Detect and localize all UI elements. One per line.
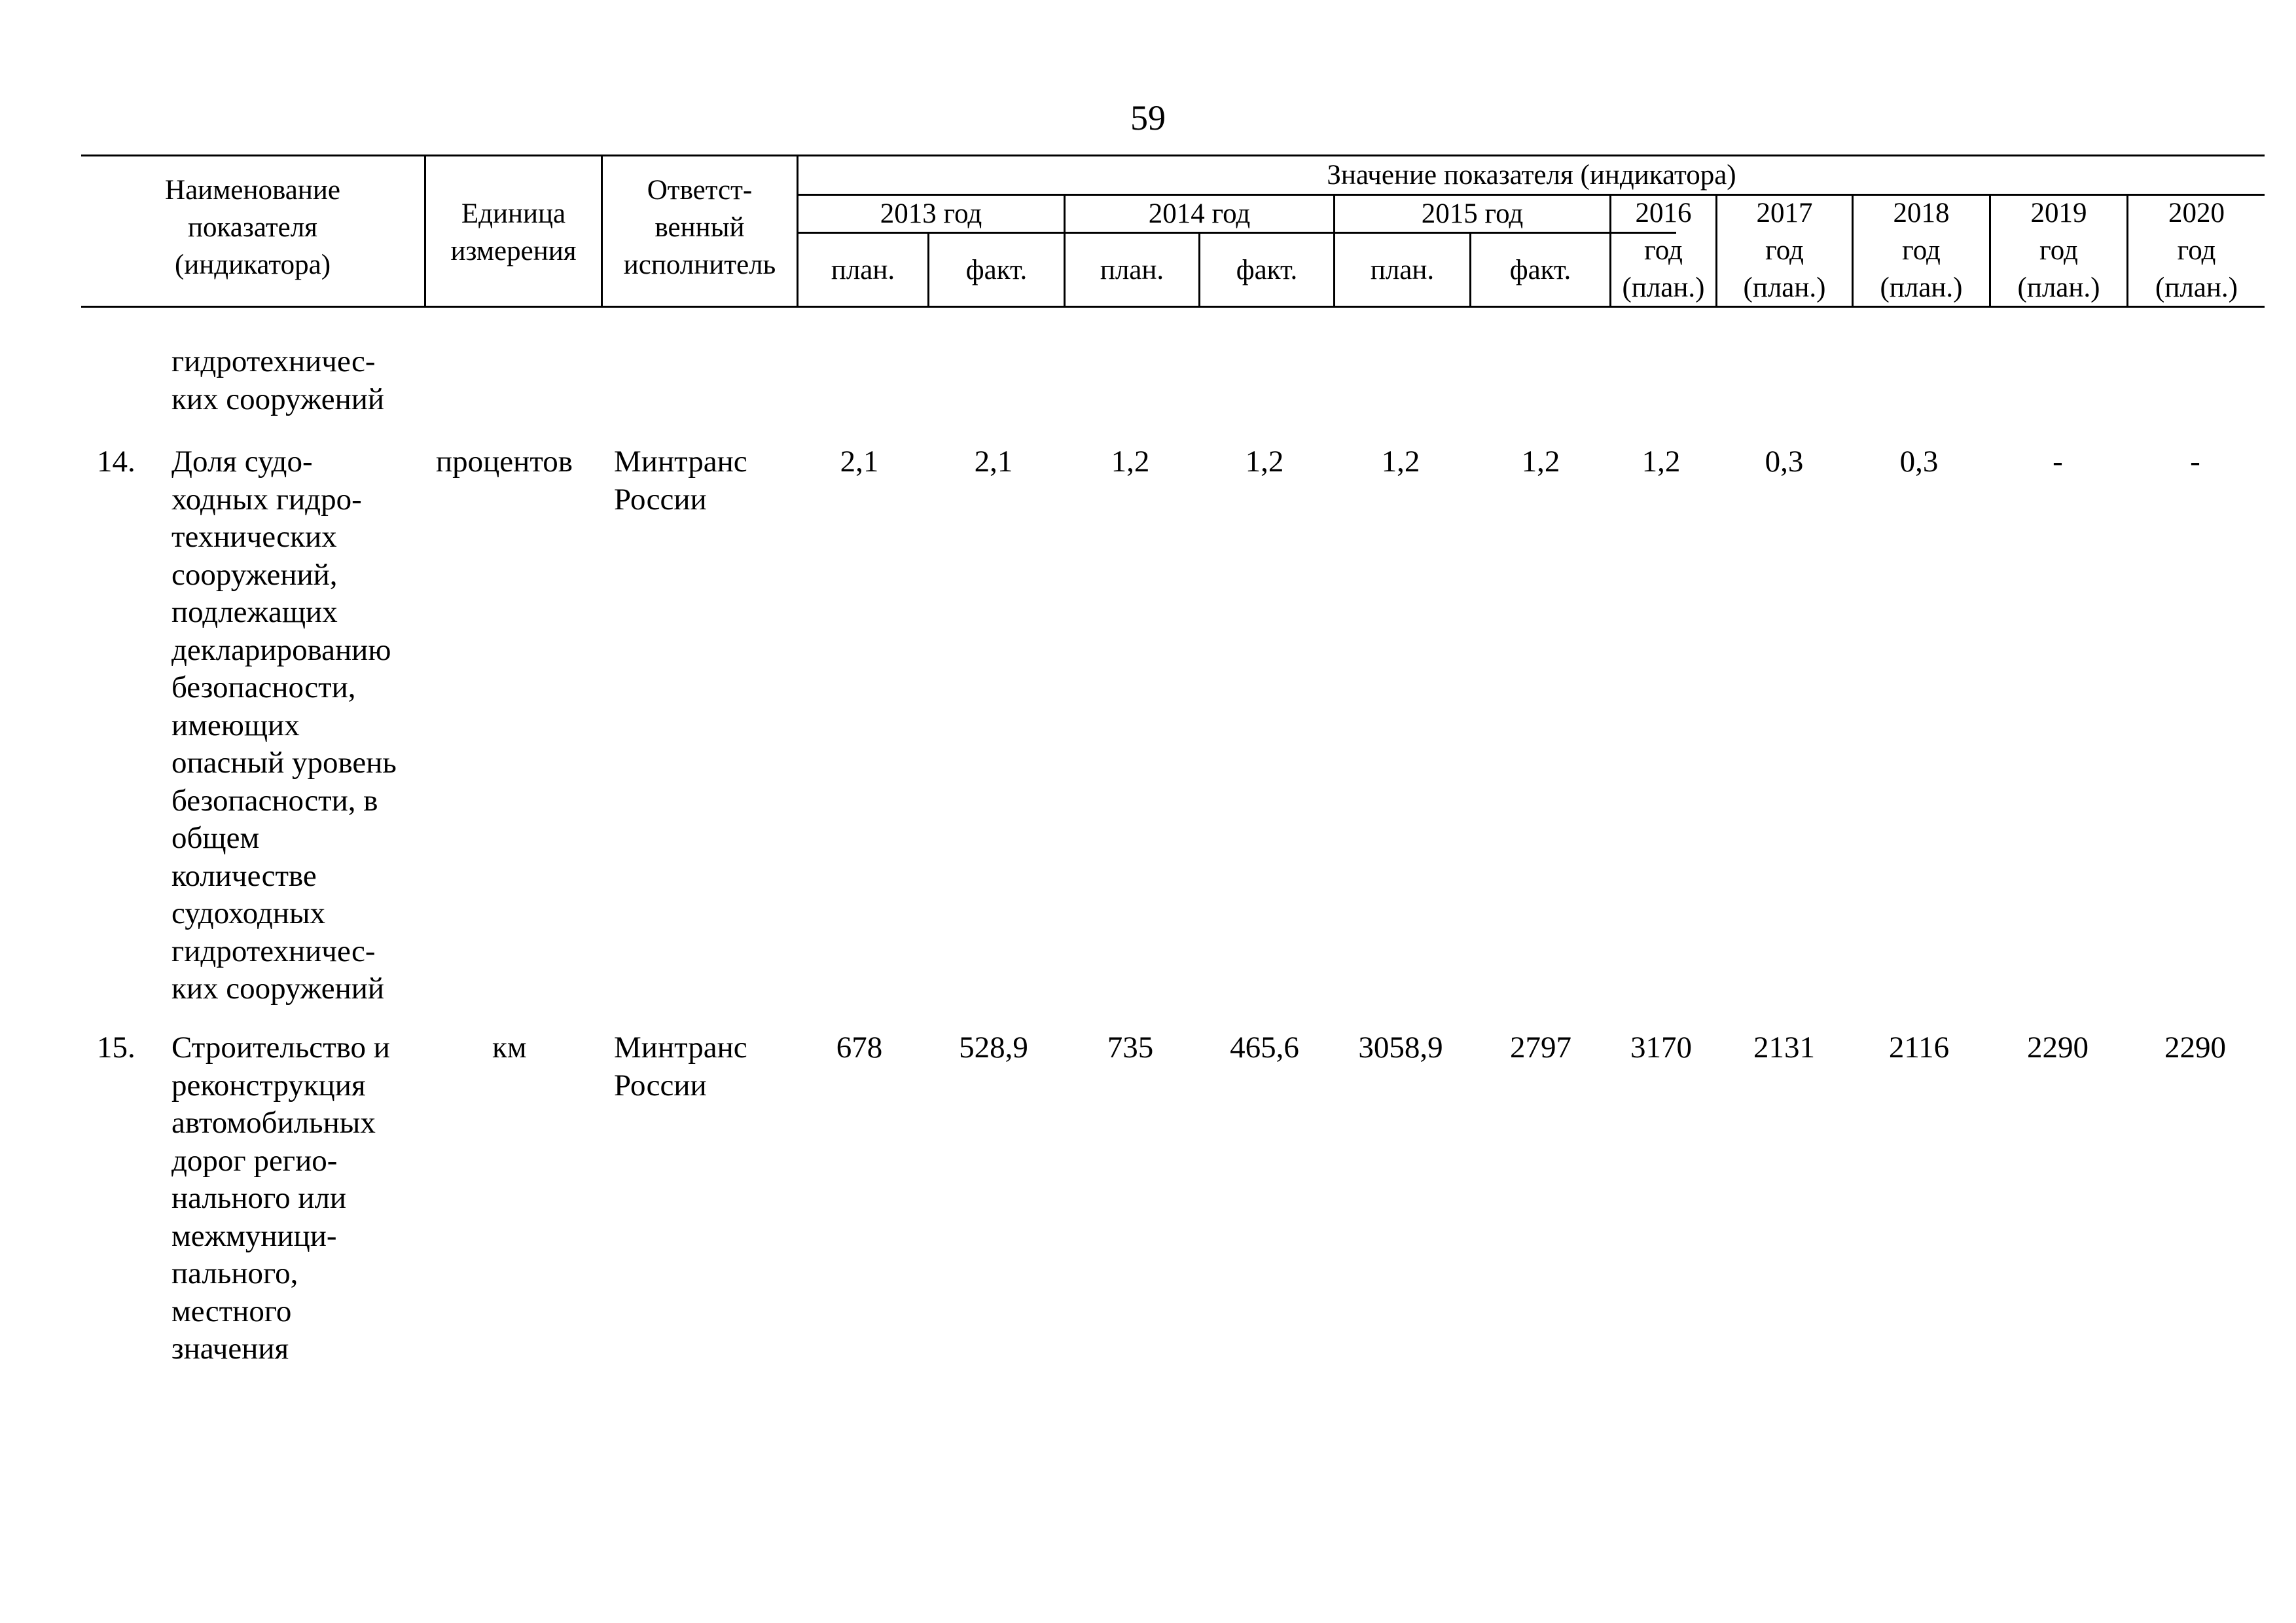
continuation-name: гидротехничес- ких сооружений xyxy=(171,344,385,416)
header-plan-2019: 2019 год (план.) xyxy=(2017,198,2100,303)
row-value-2014-plan: 1,2 xyxy=(1111,445,1150,479)
header-year-2015: 2015 год xyxy=(1421,198,1524,229)
row-value-2019-plan: 2290 xyxy=(2027,1030,2089,1065)
row-value-2013-fact: 2,1 xyxy=(974,445,1013,479)
header-plan-2020: 2020 год (план.) xyxy=(2155,198,2238,303)
header-fact-2013: факт. xyxy=(965,254,1028,285)
row-value-2013-plan: 678 xyxy=(836,1030,883,1065)
header-fact-2014: факт. xyxy=(1236,254,1298,285)
row-value-2014-fact: 1,2 xyxy=(1245,445,1284,479)
row-value-2014-fact: 465,6 xyxy=(1230,1030,1299,1065)
row-value-2013-plan: 2,1 xyxy=(840,445,879,479)
row-value-2013-fact: 528,9 xyxy=(959,1030,1028,1065)
row-value-2015-fact: 2797 xyxy=(1510,1030,1571,1065)
row-indicator-name: Доля судо- ходных гидро- технических сооружений, подлежащих декларированию безопасности, имеющих опасный уровень безопасности, в общем количестве судоходных гидротехничес- ких сооружений xyxy=(171,445,397,1006)
page-number: 59 xyxy=(1130,98,1166,137)
header-plan-2014: план. xyxy=(1100,254,1164,285)
header-year-2013: 2013 год xyxy=(880,198,982,229)
header-plan-2015: план. xyxy=(1370,254,1435,285)
row-value-2018-plan: 2116 xyxy=(1888,1030,1950,1065)
row-value-2016-plan: 3170 xyxy=(1630,1030,1692,1065)
row-value-2018-plan: 0,3 xyxy=(1899,445,1939,479)
header-executor: Ответст- венный исполнитель xyxy=(623,175,776,280)
row-executor: Минтранс России xyxy=(614,1030,747,1103)
row-executor: Минтранс России xyxy=(614,445,747,517)
row-value-2020-plan: - xyxy=(2190,445,2200,479)
row-value-2016-plan: 1,2 xyxy=(1641,445,1681,479)
row-number: 15. xyxy=(97,1030,135,1065)
header-plan-2016: 2016 год (план.) xyxy=(1622,198,1705,303)
row-value-2014-plan: 735 xyxy=(1107,1030,1154,1065)
header-group-title: Значение показателя (индикатора) xyxy=(1327,159,1736,191)
header-fact-2015: факт. xyxy=(1509,254,1571,285)
row-value-2015-plan: 1,2 xyxy=(1381,445,1420,479)
row-indicator-name: Строительство и реконструкция автомобильных дорог регио- нального или межмуници- пального, местного значения xyxy=(171,1030,390,1366)
row-unit: км xyxy=(492,1030,527,1065)
header-name: Наименование показателя (индикатора) xyxy=(165,175,340,280)
header-plan-2018: 2018 год (план.) xyxy=(1880,198,1963,303)
row-value-2017-plan: 0,3 xyxy=(1765,445,1804,479)
header-plan-2013: план. xyxy=(831,254,895,285)
row-value-2020-plan: 2290 xyxy=(2164,1030,2226,1065)
row-value-2017-plan: 2131 xyxy=(1753,1030,1815,1065)
row-number: 14. xyxy=(97,445,135,479)
header-year-2014: 2014 год xyxy=(1148,198,1251,229)
row-value-2015-fact: 1,2 xyxy=(1521,445,1560,479)
header-unit: Единица измерения xyxy=(450,198,577,266)
row-value-2015-plan: 3058,9 xyxy=(1358,1030,1443,1065)
header-plan-2017: 2017 год (план.) xyxy=(1743,198,1826,303)
row-value-2019-plan: - xyxy=(2053,445,2063,479)
row-unit: процентов xyxy=(436,445,573,479)
